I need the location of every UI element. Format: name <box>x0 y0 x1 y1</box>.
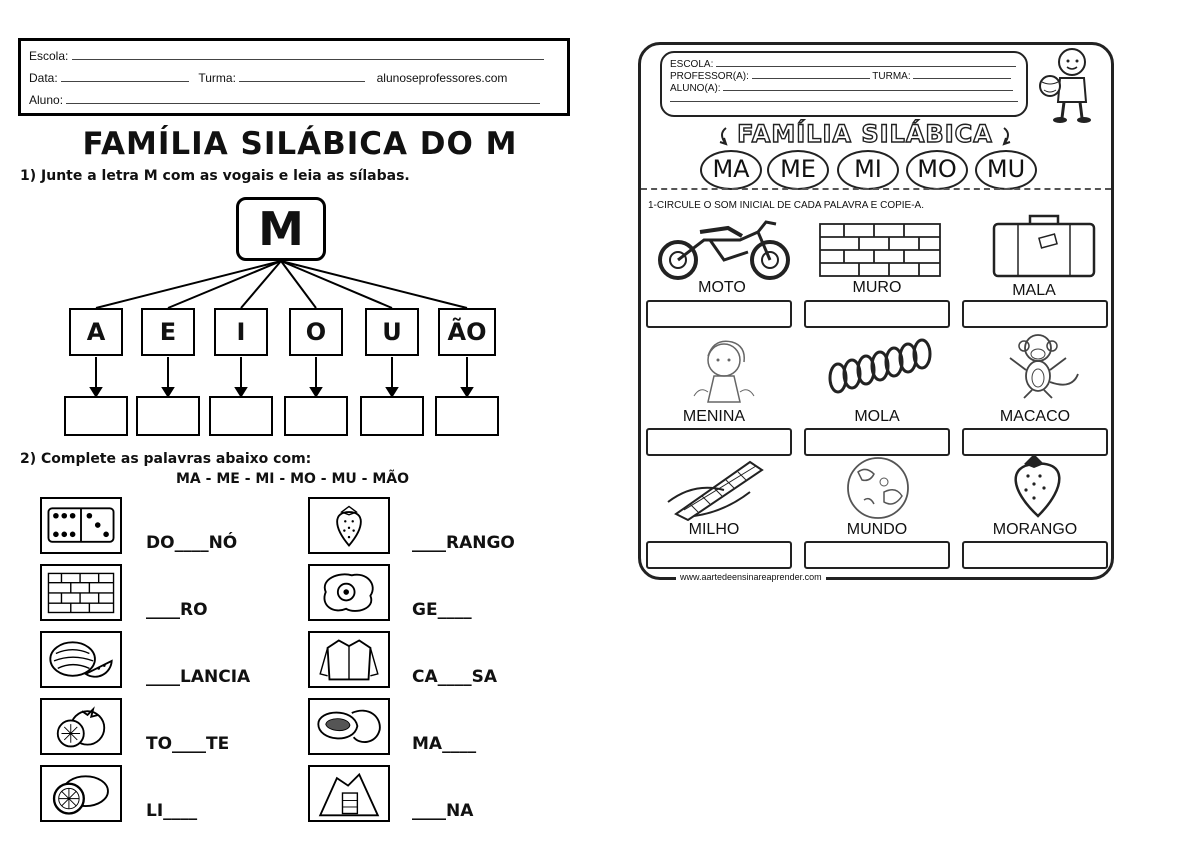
word-left-4: TO____TE <box>146 734 230 754</box>
instruction-text: 1-CIRCULE O SOM INICIAL DE CADA PALAVRA E COPIE-A. <box>648 200 924 211</box>
motorcycle-icon <box>654 214 794 284</box>
syllable-mi: MI <box>837 150 899 190</box>
vowel-i: I <box>214 308 268 356</box>
answer-box-moto[interactable] <box>646 300 792 328</box>
word-mala: MALA <box>1012 282 1056 299</box>
vowel-a: A <box>69 308 123 356</box>
papaya-icon <box>308 698 390 755</box>
word-mundo: MUNDO <box>846 521 908 538</box>
boy-mascot-icon <box>1034 44 1104 124</box>
wall-icon <box>40 564 122 621</box>
word-muro: MURO <box>852 279 902 296</box>
word-menina: MENINA <box>682 408 746 425</box>
answer-box-morango[interactable] <box>962 541 1108 569</box>
page-title: FAMÍLIA SILÁBICA DO M <box>82 126 518 162</box>
word-left-1: DO____NÓ <box>146 533 238 553</box>
girl-icon <box>654 336 794 406</box>
question-2: 2) Complete as palavras abaixo com: <box>20 451 312 467</box>
strawberry-icon <box>308 497 390 554</box>
egg-icon <box>308 564 390 621</box>
word-mola: MOLA <box>854 408 900 425</box>
word-right-4: MA____ <box>412 734 477 754</box>
escola-line: Escola: <box>29 49 557 63</box>
word-macaco: MACACO <box>999 408 1071 425</box>
world-icon <box>814 452 954 522</box>
word-left-5: LI____ <box>146 801 198 821</box>
vowel-u: U <box>365 308 419 356</box>
lemon-icon <box>40 765 122 822</box>
data-turma-line: Data: Turma: alunoseprofessores.com <box>29 71 508 85</box>
right-title: FAMÍLIA SILÁBICA <box>737 120 993 148</box>
right-escola-field[interactable] <box>716 59 1016 67</box>
word-left-2: ____RO <box>146 600 208 620</box>
mine-icon <box>308 765 390 822</box>
dashed-divider <box>641 188 1111 190</box>
right-aluno-field[interactable] <box>723 83 1013 91</box>
answer-box-muro[interactable] <box>804 300 950 328</box>
corn-icon <box>654 452 794 522</box>
site-text: alunoseprofessores.com <box>376 71 508 85</box>
brick-wall-icon <box>814 214 954 284</box>
syllable-ma: MA <box>700 150 762 190</box>
watermelon-icon <box>40 631 122 688</box>
syllable-list: MA - ME - MI - MO - MU - MÃO <box>176 471 409 487</box>
right-extra-line <box>670 101 1018 102</box>
word-milho: MILHO <box>688 521 740 538</box>
domino-icon <box>40 497 122 554</box>
word-morango: MORANGO <box>992 521 1078 538</box>
right-header-box: ESCOLA: PROFESSOR(A): TURMA: ALUNO(A): <box>660 51 1028 117</box>
word-right-3: CA____SA <box>412 667 498 687</box>
answer-box-a[interactable] <box>64 396 128 436</box>
answer-box-milho[interactable] <box>646 541 792 569</box>
vowel-o: O <box>289 308 343 356</box>
question-1: 1) Junte a letra M com as vogais e leia as sílabas. <box>20 168 410 184</box>
word-right-2: GE____ <box>412 600 472 620</box>
word-right-5: ____NA <box>412 801 474 821</box>
syllable-mu: MU <box>975 150 1037 190</box>
answer-box-i[interactable] <box>209 396 273 436</box>
spring-icon <box>814 336 954 406</box>
answer-box-u[interactable] <box>360 396 424 436</box>
word-left-3: ____LANCIA <box>146 667 251 687</box>
answer-box-e[interactable] <box>136 396 200 436</box>
monkey-icon <box>974 330 1114 400</box>
tomato-icon <box>40 698 122 755</box>
strawberry-right-icon <box>974 450 1114 520</box>
answer-box-mundo[interactable] <box>804 541 950 569</box>
letter-m-box: M <box>236 197 326 261</box>
vowel-ao: ÃO <box>438 308 496 356</box>
answer-box-ao[interactable] <box>435 396 499 436</box>
syllable-me: ME <box>767 150 829 190</box>
right-turma-field[interactable] <box>913 71 1011 79</box>
answer-box-o[interactable] <box>284 396 348 436</box>
right-professor-field[interactable] <box>752 71 870 79</box>
aluno-line: Aluno: <box>29 93 557 107</box>
answer-box-mala[interactable] <box>962 300 1108 328</box>
word-moto: MOTO <box>698 279 746 296</box>
shirt-icon <box>308 631 390 688</box>
syllable-mo: MO <box>906 150 968 190</box>
vowel-e: E <box>141 308 195 356</box>
footer-site: www.aartedeensinareaprender.com <box>676 572 826 582</box>
word-right-1: ____RANGO <box>412 533 515 553</box>
suitcase-icon <box>974 210 1114 280</box>
